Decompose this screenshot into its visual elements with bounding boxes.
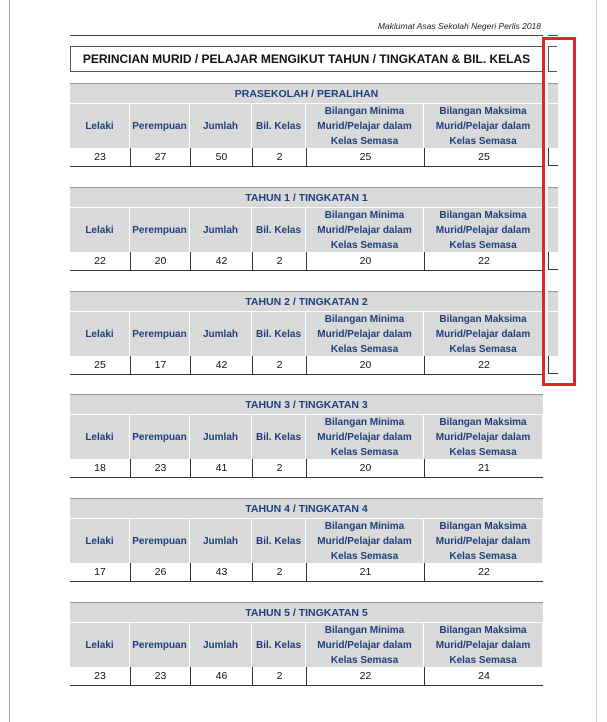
cell-min: 20: [306, 252, 424, 270]
col-perempuan: Perempuan: [130, 312, 190, 356]
col-jumlah: Jumlah: [190, 208, 252, 252]
col-perempuan: Perempuan: [130, 104, 190, 148]
section-title: PRASEKOLAH / PERALIHAN: [70, 83, 543, 103]
section-title: TAHUN 1 / TINGKATAN 1: [70, 187, 543, 207]
section-title: TAHUN 4 / TINGKATAN 4: [70, 498, 543, 518]
main-title: PERINCIAN MURID / PELAJAR MENGIKUT TAHUN / TINGKATAN & BIL. KELAS: [70, 46, 543, 72]
section-tahun-2: [70, 291, 543, 375]
column-header-row: [70, 103, 543, 148]
cell-min: 25: [306, 148, 424, 166]
cell-perempuan: 23: [130, 667, 190, 685]
col-max: Bilangan Maksima Murid/Pelajar dalam Kelas Semasa: [424, 519, 543, 563]
cell-bil-kelas: 2: [252, 356, 306, 374]
col-bil-kelas: Bil. Kelas: [252, 623, 306, 667]
cell-jumlah: 42: [190, 252, 252, 270]
section-title: TAHUN 3 / TINGKATAN 3: [70, 394, 543, 414]
cell-jumlah: 46: [190, 667, 252, 685]
section-tahun-5: [70, 602, 543, 686]
col-max: Bilangan Maksima Murid/Pelajar dalam Kelas Semasa: [424, 104, 543, 148]
col-lelaki: Lelaki: [70, 312, 130, 356]
table-row: [70, 148, 543, 167]
cell-max: 22: [424, 356, 543, 374]
col-lelaki: Lelaki: [70, 104, 130, 148]
column-header-row: [70, 414, 543, 459]
cell-perempuan: 17: [130, 356, 190, 374]
cell-perempuan: 23: [130, 459, 190, 477]
col-perempuan: Perempuan: [130, 415, 190, 459]
col-min: Bilangan Minima Murid/Pelajar dalam Kelas Semasa: [306, 623, 424, 667]
cell-lelaki: 17: [94, 566, 106, 578]
col-bil-kelas: Bil. Kelas: [252, 312, 306, 356]
col-min: Bilangan Minima Murid/Pelajar dalam Kelas Semasa: [306, 519, 424, 563]
col-perempuan: Perempuan: [130, 623, 190, 667]
col-lelaki: Lelaki: [70, 208, 130, 252]
section-title: TAHUN 5 / TINGKATAN 5: [70, 602, 543, 622]
col-max: Bilangan Maksima Murid/Pelajar dalam Kelas Semasa: [424, 312, 543, 356]
col-jumlah: Jumlah: [190, 519, 252, 563]
cell-bil-kelas: 2: [252, 459, 306, 477]
cell-min: 22: [306, 667, 424, 685]
cell-jumlah: 42: [190, 356, 252, 374]
cell-min: 21: [306, 563, 424, 581]
col-bil-kelas: Bil. Kelas: [252, 208, 306, 252]
section-tahun-1: [70, 187, 543, 271]
cell-lelaki: 23: [94, 151, 106, 163]
col-max: Bilangan Maksima Murid/Pelajar dalam Kelas Semasa: [424, 415, 543, 459]
column-header-row: [70, 207, 543, 252]
col-min: Bilangan Minima Murid/Pelajar dalam Kelas Semasa: [306, 208, 424, 252]
cell-bil-kelas: 2: [252, 563, 306, 581]
cell-max: 22: [424, 563, 543, 581]
table-row: [70, 459, 543, 478]
col-perempuan: Perempuan: [130, 519, 190, 563]
column-header-row: [70, 518, 543, 563]
cell-jumlah: 50: [190, 148, 252, 166]
section-title: TAHUN 2 / TINGKATAN 2: [70, 291, 543, 311]
cell-bil-kelas: 2: [252, 667, 306, 685]
cell-max: 25: [424, 148, 543, 166]
col-bil-kelas: Bil. Kelas: [252, 415, 306, 459]
col-max: Bilangan Maksima Murid/Pelajar dalam Kelas Semasa: [424, 623, 543, 667]
cell-lelaki: 22: [94, 255, 106, 267]
cell-bil-kelas: 2: [252, 148, 306, 166]
document-header: Maklumat Asas Sekolah Negeri Perlis 2018: [377, 21, 541, 31]
cell-jumlah: 43: [190, 563, 252, 581]
col-min: Bilangan Minima Murid/Pelajar dalam Kelas Semasa: [306, 415, 424, 459]
table-row: [70, 356, 543, 375]
cell-perempuan: 20: [130, 252, 190, 270]
col-lelaki: Lelaki: [70, 519, 130, 563]
col-perempuan: Perempuan: [130, 208, 190, 252]
col-min: Bilangan Minima Murid/Pelajar dalam Kelas Semasa: [306, 312, 424, 356]
cell-lelaki: 25: [94, 359, 106, 371]
cell-min: 20: [306, 356, 424, 374]
col-jumlah: Jumlah: [190, 415, 252, 459]
cell-max: 22: [424, 252, 543, 270]
table-row: [70, 563, 543, 582]
header-rule: [70, 35, 543, 36]
cell-perempuan: 26: [130, 563, 190, 581]
col-max: Bilangan Maksima Murid/Pelajar dalam Kelas Semasa: [424, 208, 543, 252]
column-header-row: [70, 311, 543, 356]
col-bil-kelas: Bil. Kelas: [252, 104, 306, 148]
cell-perempuan: 27: [130, 148, 190, 166]
col-jumlah: Jumlah: [190, 623, 252, 667]
page-edge-left: [9, 0, 10, 722]
table-row: [70, 252, 543, 271]
cell-bil-kelas: 2: [252, 252, 306, 270]
page-edge-right: [596, 0, 597, 722]
cell-max: 21: [424, 459, 543, 477]
header-rule-tail: [548, 35, 558, 36]
section-tahun-4: [70, 498, 543, 582]
table-row: [70, 667, 543, 686]
col-lelaki: Lelaki: [70, 623, 130, 667]
column-header-row: [70, 622, 543, 667]
highlight-box: [542, 37, 576, 386]
cell-lelaki: 18: [94, 462, 106, 474]
col-bil-kelas: Bil. Kelas: [252, 519, 306, 563]
cell-lelaki: 23: [94, 670, 106, 682]
col-min: Bilangan Minima Murid/Pelajar dalam Kelas Semasa: [306, 104, 424, 148]
col-jumlah: Jumlah: [190, 104, 252, 148]
cell-min: 20: [306, 459, 424, 477]
cell-jumlah: 41: [190, 459, 252, 477]
section-prasekolah: [70, 83, 543, 167]
col-jumlah: Jumlah: [190, 312, 252, 356]
cell-max: 24: [424, 667, 543, 685]
section-tahun-3: [70, 394, 543, 478]
col-lelaki: Lelaki: [70, 415, 130, 459]
